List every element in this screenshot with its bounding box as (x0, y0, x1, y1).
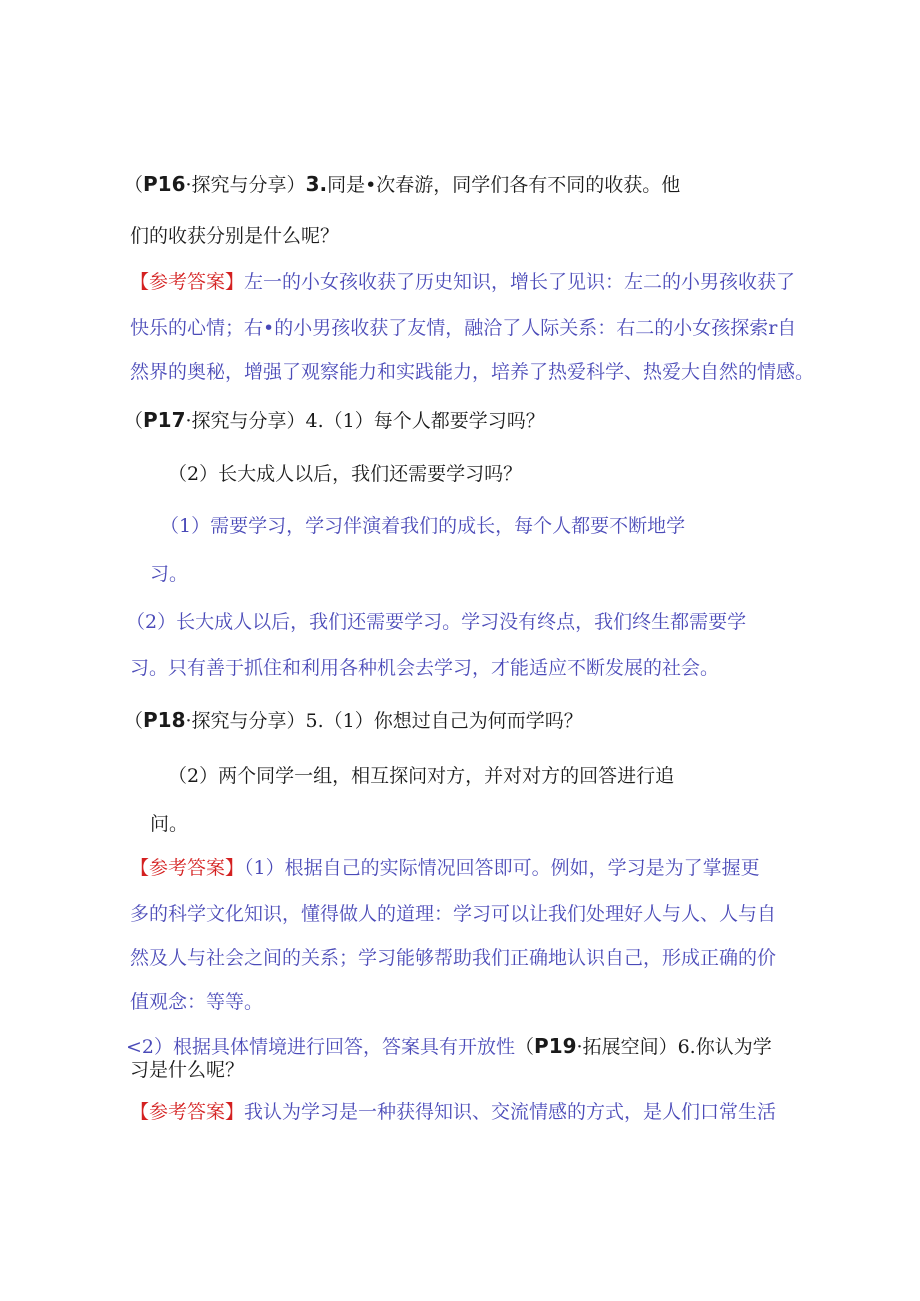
answer-4-part-2-line-1: （2）长大成人以后，我们还需要学习。学习没有终点，我们终生都需要学 (126, 611, 747, 633)
answer-5-line-4: 值观念：等等。 (130, 991, 264, 1013)
question-5-part-2-line-2: 问。 (150, 813, 189, 835)
answer-4-part-1-line-1: （1）需要学习，学习伴演着我们的成长，每个人都要不断地学 (160, 515, 686, 537)
answer-6-line-1: 【参考答案】我认为学习是一种获得知识、交流情感的方式，是人们口常生活 (130, 1101, 777, 1123)
answer-4-part-1-line-2: 习。 (150, 563, 189, 585)
answer-5-part-2-and-question-6: <2）根据具体情境进行回答，答案具有开放性（P19·拓展空间）6.你认为学 (126, 1034, 772, 1058)
page-ref-p16: P16 (143, 172, 186, 196)
page-ref-p19: P19 (534, 1034, 577, 1058)
question-3-line-1: （P16·探究与分享）3.同是•次春游，同学们各有不同的收获。他 (124, 172, 681, 196)
answer-5-line-1: 【参考答案】（1）根据自己的实际情况回答即可。例如，学习是为了掌握更 (130, 857, 760, 879)
question-5-line-1: （P18·探究与分享）5.（1）你想过自己为何而学吗？ (124, 708, 583, 732)
answer-tag: 【参考答案】 (130, 271, 245, 293)
answer-5-line-2: 多的科学文化知识，懂得做人的道理：学习可以让我们处理好人与人、人与自 (130, 903, 777, 925)
answer-tag: 【参考答案】 (130, 857, 245, 879)
answer-3-line-1: 【参考答案】左一的小女孩收获了历史知识，增长了见识：左二的小男孩收获了 (130, 271, 796, 293)
page-ref-p18: P18 (143, 708, 186, 732)
question-6-line-2: 习是什么呢？ (130, 1059, 245, 1081)
answer-3-line-3: 然界的奥秘，增强了观察能力和实践能力，培养了热爱科学、热爱大自然的情感。 (130, 361, 815, 383)
answer-tag: 【参考答案】 (130, 1101, 245, 1123)
page-ref-p17: P17 (143, 408, 186, 432)
answer-4-part-2-line-2: 习。只有善于抓住和利用各种机会去学习，才能适应不断发展的社会。 (130, 657, 720, 679)
question-4-part-2: （2）长大成人以后，我们还需要学习吗？ (168, 463, 523, 485)
question-5-part-2-line-1: （2）两个同学一组，相互探问对方，并对对方的回答进行追 (168, 765, 675, 787)
question-4-line-1: （P17·探究与分享）4.（1）每个人都要学习吗？ (124, 408, 545, 432)
answer-5-line-3: 然及人与社会之间的关系；学习能够帮助我们正确地认识自己，形成正确的价 (130, 947, 777, 969)
question-3-line-2: 们的收获分别是什么呢？ (130, 225, 340, 247)
answer-3-line-2: 快乐的心情；右•的小男孩收获了友情，融洽了人际关系：右二的小女孩探索r自 (130, 317, 797, 339)
